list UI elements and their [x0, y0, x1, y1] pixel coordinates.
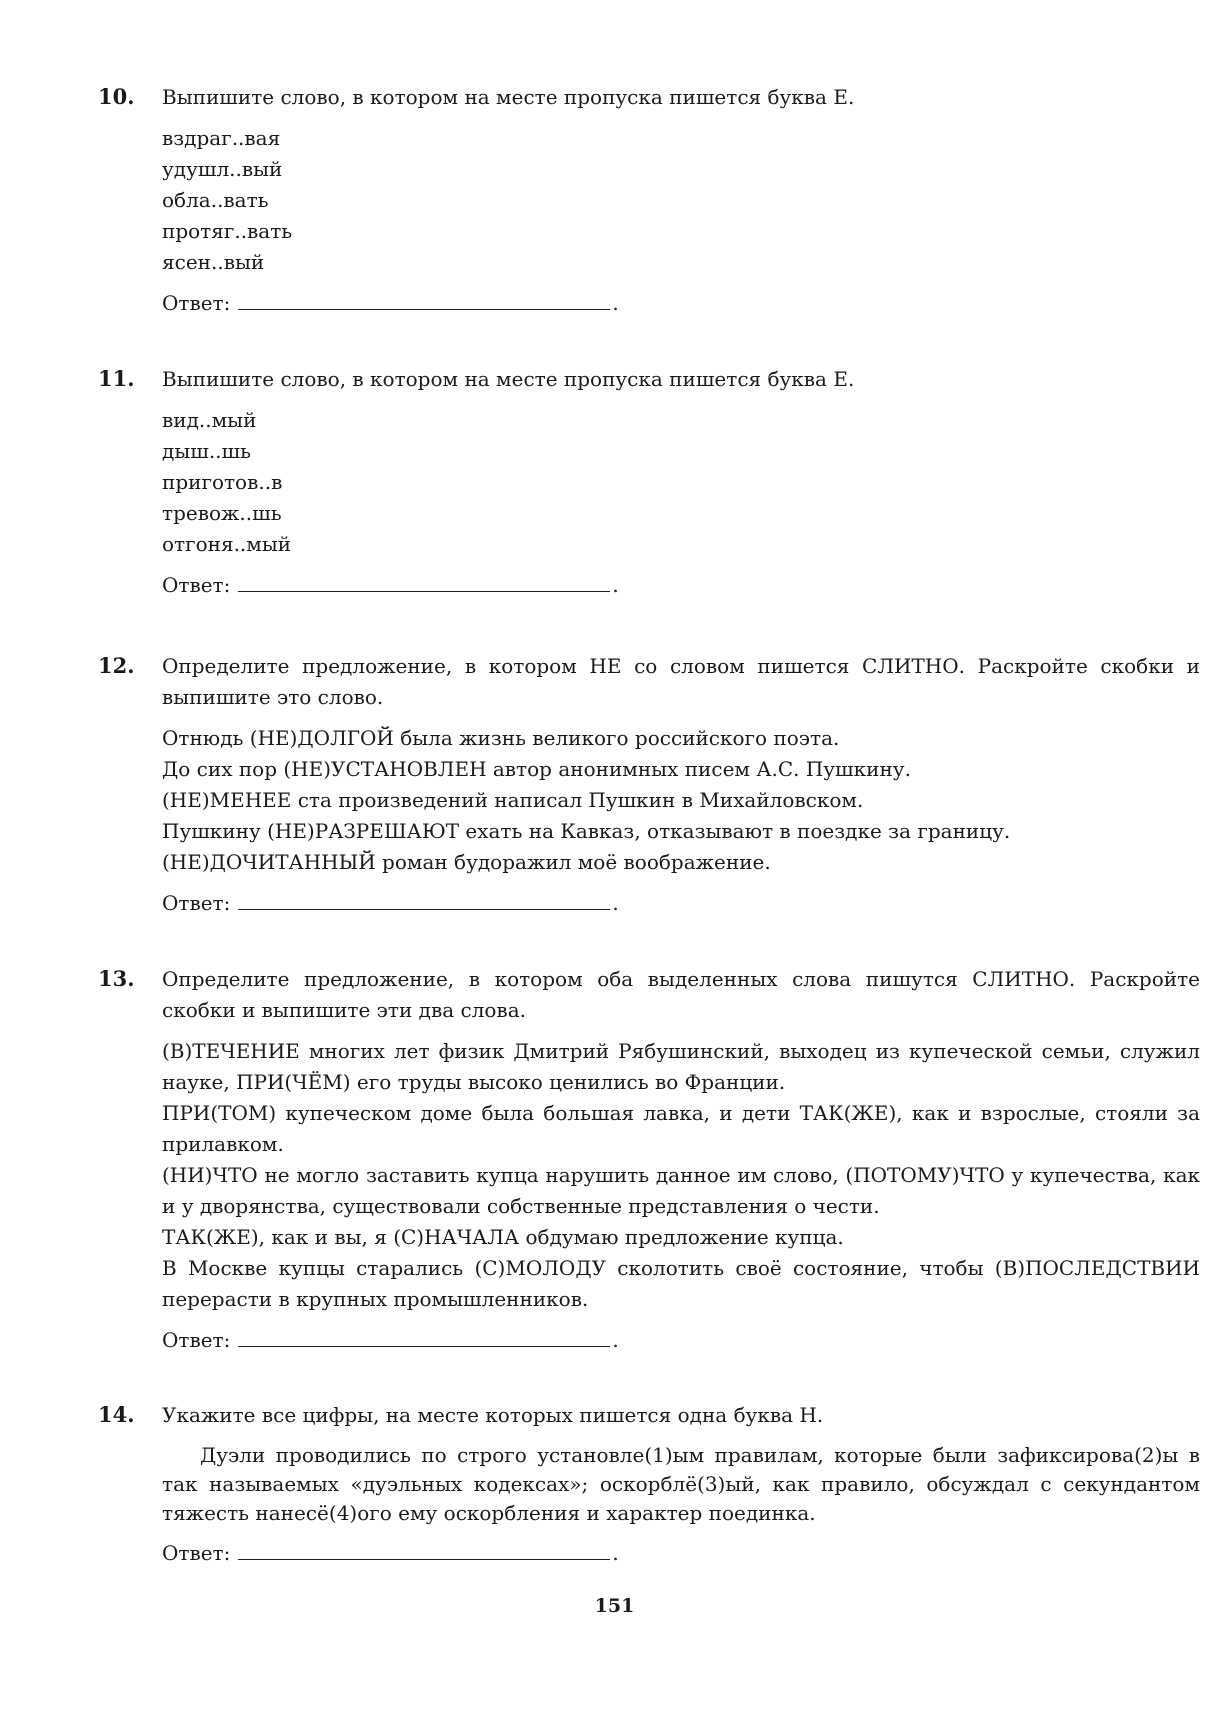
option-item: (НИ)ЧТО не могло заставить купца нарушить данное им слово, (ПОТОМУ)ЧТО у купечества, как и у дворянства, существовали собственные представления о чести. [162, 1163, 1200, 1218]
answer-blank[interactable] [238, 1539, 610, 1560]
option-item: ТАК(ЖЕ), как и вы, я (С)НАЧАЛА обдумаю предложение купца. [162, 1225, 844, 1249]
task-text-paragraph: Дуэли проводились по строго установле(1)ым правилам, которые были зафиксирова(2)ы в так называемых «дуэльных кодексах»; оскорблё(3)ый, как правило, обсуждал с секундантом тяжесть нанесё(4)ого ему оскорбления и характер поединка. [162, 1443, 1200, 1525]
option-item: удушл..вый [162, 157, 283, 181]
task-number: 11. [98, 366, 135, 391]
option-item: протяг..вать [162, 219, 293, 243]
option-item: (НЕ)МЕНЕЕ ста произведений написал Пушкин в Михайловском. [162, 788, 864, 812]
task-question: Выпишите слово, в котором на месте пропуска пишется буква Е. [162, 85, 855, 109]
answer-row [162, 288, 1200, 318]
option-item: Пушкину (НЕ)РАЗРЕШАЮТ ехать на Кавказ, отказывают в поездке за границу. [162, 819, 1011, 843]
answer-row [162, 570, 1200, 600]
answer-period: . [612, 291, 619, 315]
task-number: 10. [98, 84, 135, 109]
option-item: отгоня..мый [162, 532, 292, 556]
task-question: Выпишите слово, в котором на месте пропуска пишется буква Е. [162, 367, 855, 391]
task-question: Укажите все цифры, на месте которых пишется одна буква Н. [162, 1403, 824, 1427]
option-item: тревож..шь [162, 501, 282, 525]
task-number: 14. [98, 1402, 135, 1427]
task-number: 12. [98, 653, 135, 678]
answer-blank[interactable] [238, 1326, 610, 1347]
option-item: вздраг..вая [162, 126, 281, 150]
option-item: вид..мый [162, 408, 257, 432]
option-item: дыш..шь [162, 439, 252, 463]
task-10 [98, 82, 1200, 318]
option-item: ПРИ(ТОМ) купеческом доме была большая лавка, и дети ТАК(ЖЕ), как и взрослые, стояли за прилавком. [162, 1101, 1200, 1156]
option-item: (В)ТЕЧЕНИЕ многих лет физик Дмитрий Рябушинский, выходец из купеческой семьи, служил науке, ПРИ(ЧЁМ) его труды высоко ценились во Франции. [162, 1039, 1200, 1094]
answer-period: . [612, 1328, 619, 1352]
option-item: обла..вать [162, 188, 269, 212]
option-item: В Москве купцы старались (С)МОЛОДУ сколотить своё состояние, чтобы (В)ПОСЛЕДСТВИИ перерасти в крупных промышленников. [162, 1256, 1200, 1311]
task-question: Определите предложение, в котором НЕ со словом пишется СЛИТНО. Раскройте скобки и выпишите это слово. [162, 654, 1200, 709]
answer-label: Ответ: [162, 291, 231, 315]
task-11 [98, 364, 1200, 600]
option-item: ясен..вый [162, 250, 265, 274]
answer-row [162, 888, 1200, 918]
task-number: 13. [98, 966, 135, 991]
task-14 [98, 1400, 1200, 1568]
answer-period: . [612, 891, 619, 915]
answer-label: Ответ: [162, 1541, 231, 1565]
task-12 [98, 651, 1200, 918]
option-list [162, 123, 1200, 278]
answer-blank[interactable] [238, 571, 610, 592]
answer-label: Ответ: [162, 891, 231, 915]
option-item: (НЕ)ДОЧИТАННЫЙ роман будоражил моё воображение. [162, 850, 771, 874]
option-item: приготов..в [162, 470, 283, 494]
option-item: Отнюдь (НЕ)ДОЛГОЙ была жизнь великого российского поэта. [162, 726, 840, 750]
task-question: Определите предложение, в котором оба выделенных слова пишутся СЛИТНО. Раскройте скобки и выпишите эти два слова. [162, 967, 1200, 1022]
answer-period: . [612, 1541, 619, 1565]
answer-label: Ответ: [162, 573, 231, 597]
task-13 [98, 964, 1200, 1355]
option-list [162, 723, 1200, 878]
answer-row [162, 1538, 1200, 1568]
answer-blank[interactable] [238, 889, 610, 910]
answer-label: Ответ: [162, 1328, 231, 1352]
option-list [162, 405, 1200, 560]
option-list [162, 1036, 1200, 1315]
answer-blank[interactable] [238, 289, 610, 310]
answer-row [162, 1325, 1200, 1355]
option-item: До сих пор (НЕ)УСТАНОВЛЕН автор анонимных писем А.С. Пушкину. [162, 757, 911, 781]
page-number: 151 [594, 1595, 635, 1617]
answer-period: . [612, 573, 619, 597]
